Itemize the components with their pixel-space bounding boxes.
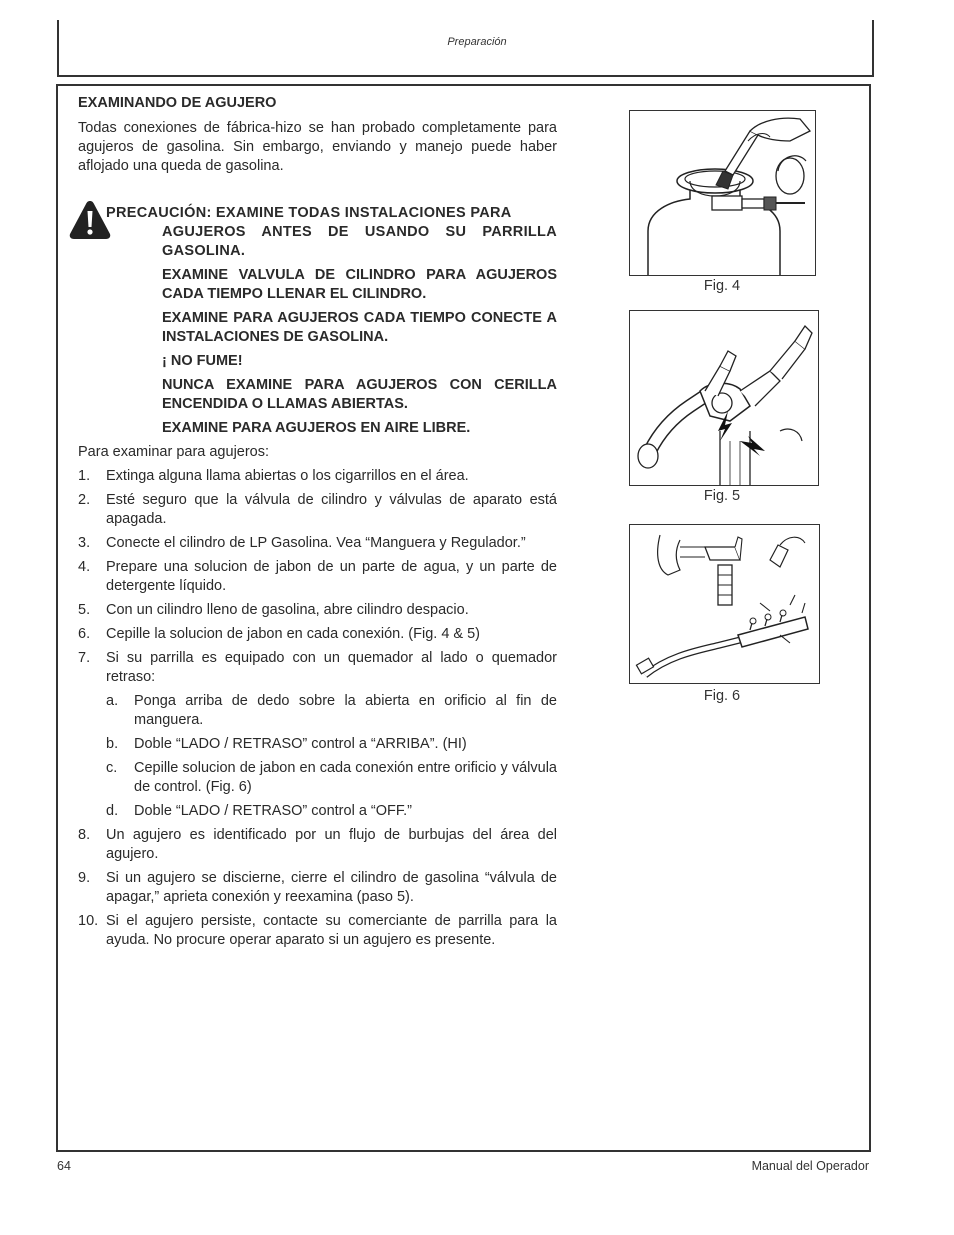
page-number: 64 [57, 1159, 71, 1173]
list-item: 1. Extinga alguna llama abiertas o los cigarrillos en el área. [78, 468, 469, 484]
steps-list [78, 467, 557, 950]
running-header: Preparación [447, 36, 507, 48]
sub-list-item: b. Doble “LADO / RETRASO” control a “ARRIBA”. (HI) [106, 736, 467, 752]
figure-5 [629, 310, 819, 486]
caution-paragraph-3: EXAMINE PARA AGUJEROS CADA TIEMPO CONECTE A INSTALACIONES DE GASOLINA. [162, 310, 557, 345]
footer-manual-title: Manual del Operador [751, 1159, 869, 1173]
list-item: 9. Si un agujero se discierne, cierre el cilindro de gasolina “válvula de apagar,” aprieta conexión y reexamina (paso 5). [78, 870, 557, 905]
caution-block [78, 204, 557, 438]
caution-paragraph-4: ¡ NO FUME! [162, 353, 243, 369]
list-item: 4. Prepare una solucion de jabon de un parte de agua, y un parte de detergente líquido. [78, 559, 557, 594]
section-heading: EXAMINANDO DE AGUJERO [78, 95, 277, 111]
figure-6-caption: Fig. 6 [703, 688, 741, 704]
list-item: 5. Con un cilindro lleno de gasolina, abre cilindro despacio. [78, 602, 469, 618]
sub-list-item: c. Cepille solucion de jabon en cada conexión entre orificio y válvula de control. (Fig. 6) [106, 760, 557, 795]
caution-paragraph-1 [78, 204, 557, 261]
figure-6 [629, 524, 820, 684]
figure-4-caption: Fig. 4 [703, 278, 741, 294]
caution-triangle-icon [69, 200, 111, 240]
caution-paragraph-5: NUNCA EXAMINE PARA AGUJEROS CON CERILLA ENCENDIDA O LLAMAS ABIERTAS. [162, 377, 557, 412]
list-item: 3. Conecte el cilindro de LP Gasolina. Vea “Manguera y Regulador.” [78, 535, 526, 551]
regulator-connections-illustration [630, 311, 818, 485]
text-column [78, 94, 557, 955]
caution-paragraph-2: EXAMINE VALVULA DE CILINDRO PARA AGUJEROS CADA TIEMPO LLENAR EL CILINDRO. [162, 267, 557, 302]
list-item: 7. Si su parrilla es equipado con un quemador al lado o quemador retraso: a. Ponga arriba de dedo sobre la abierta en orificio al fin de manguera. b. Doble “LADO / RETRASO” control a “ARRIBA”. (HI) c. Cepille solucion de jabon en cada conexión entre orificio y válvula de control. (Fig. 6) d. Doble “LADO / RETRASO” control a “OFF.” [78, 650, 557, 819]
list-item: 10. Si el agujero persiste, contacte su comerciante de parrilla para la ayuda. No procure operar aparato si un agujero es presente. [78, 913, 557, 948]
list-item: 6. Cepille la solucion de jabon en cada conexión. (Fig. 4 & 5) [78, 626, 481, 642]
substeps-list [106, 692, 557, 821]
list-item: 8. Un agujero es identificado por un flujo de burbujas del área del agujero. [78, 827, 557, 862]
steps-lead: Para examinar para agujeros: [78, 444, 270, 460]
sub-list-item: a. Ponga arriba de dedo sobre la abierta en orificio al fin de manguera. [106, 693, 557, 728]
intro-paragraph: Todas conexiones de fábrica-hizo se han probado completamente para agujeros de gasolina. Sin embargo, enviando y manejo puede haber aflojado una queda de gasolina. [78, 120, 557, 174]
list-item: 2. Esté seguro que la válvula de cilindro y válvulas de aparato está apagada. [78, 492, 557, 527]
caution-line-2: AGUJEROS ANTES DE USANDO SU PARRILLA GASOLINA. [162, 224, 557, 259]
sub-list-item: d. Doble “LADO / RETRASO” control a “OFF.” [106, 803, 412, 819]
manifold-orifice-illustration [630, 525, 819, 683]
figure-5-caption: Fig. 5 [703, 488, 741, 504]
caution-paragraph-6: EXAMINE PARA AGUJEROS EN AIRE LIBRE. [162, 420, 471, 436]
cylinder-valve-brush-illustration [630, 111, 815, 275]
header-frame [57, 20, 874, 77]
caution-line-1: PRECAUCIÓN: EXAMINE TODAS INSTALACIONES PARA [106, 205, 512, 221]
figure-4 [629, 110, 816, 276]
